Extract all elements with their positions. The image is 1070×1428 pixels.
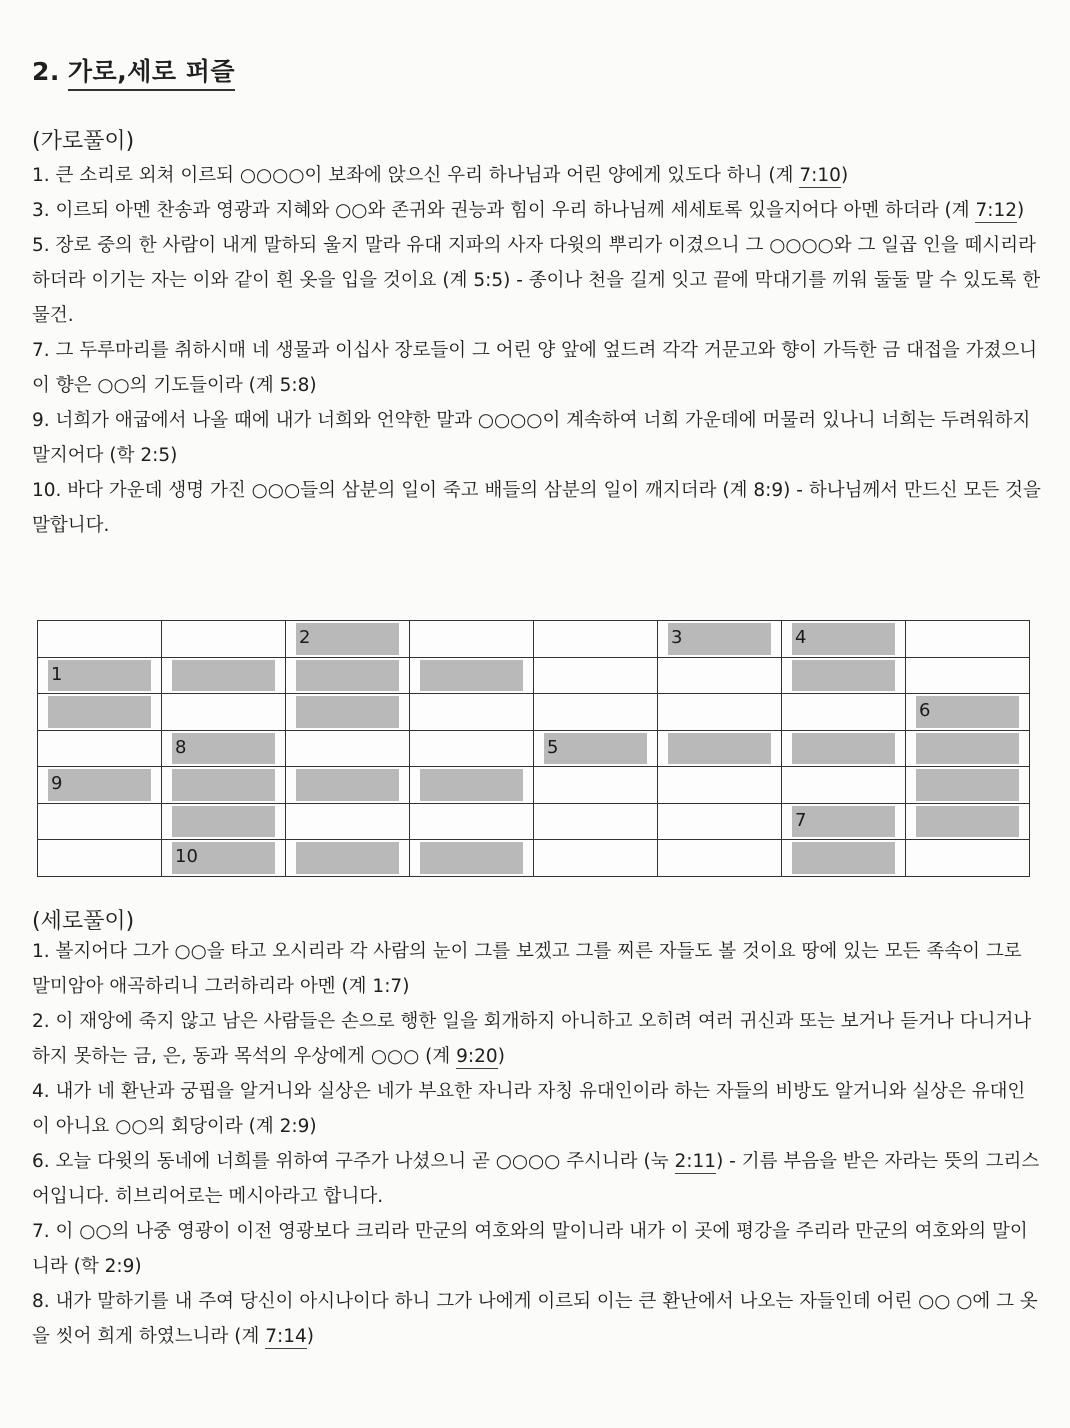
cell-shading: [48, 769, 151, 801]
blank-cell: [906, 621, 1030, 658]
clue-text: 1. 큰 소리로 외쳐 이르되 ○○○○이 보좌에 앉으신 우리 하나님과 어린 양에게 있도다 하니 (계: [32, 165, 800, 186]
clue-text: ) - 기름 부음을 받은 자라는 뜻의 그리스어입니다. 히브리어로는 메시아라고 합니다.: [32, 1151, 1040, 1207]
answer-cell[interactable]: [286, 657, 410, 694]
across-clue: [32, 473, 1042, 543]
cell-shading: [916, 733, 1019, 765]
blank-cell: [162, 694, 286, 731]
answer-cell[interactable]: [906, 767, 1030, 804]
across-clue: [32, 403, 1042, 473]
down-heading: (세로풀이): [32, 909, 135, 934]
down-clue: [32, 1144, 1042, 1214]
grid-row: [38, 657, 1030, 694]
answer-cell[interactable]: [906, 730, 1030, 767]
blank-cell: [410, 621, 534, 658]
cell-shading: [420, 660, 523, 692]
blank-cell: [534, 767, 658, 804]
page-title: [32, 52, 235, 88]
cell-shading: [48, 660, 151, 692]
blank-cell: [38, 840, 162, 877]
blank-cell: [534, 694, 658, 731]
cell-shading: [172, 806, 275, 838]
blank-cell: [658, 803, 782, 840]
across-heading: (가로풀이): [32, 129, 135, 154]
cell-shading: [172, 660, 275, 692]
answer-cell[interactable]: [782, 730, 906, 767]
across-clue: [32, 158, 1042, 193]
answer-cell[interactable]: [38, 694, 162, 731]
clue-text: 2. 이 재앙에 죽지 않고 남은 사람들은 손으로 행한 일을 회개하지 아니하고 오히려 여러 귀신과 또는 보거나 듣거나 다니거나 하지 못하는 금, 은, 동과 목석의 우상에게 ○○○ (계: [32, 1011, 1032, 1067]
cell-shading: [48, 696, 151, 728]
verse-reference: 7:12: [975, 200, 1017, 221]
title-text: 가로,세로 퍼즐: [68, 57, 235, 91]
clue-number: 2: [299, 627, 311, 648]
blank-cell: [534, 803, 658, 840]
down-clue: [32, 1074, 1042, 1144]
answer-cell[interactable]: [38, 767, 162, 804]
blank-cell: [410, 803, 534, 840]
blank-cell: [38, 621, 162, 658]
blank-cell: [658, 767, 782, 804]
blank-cell: [534, 840, 658, 877]
answer-cell[interactable]: [782, 840, 906, 877]
answer-cell[interactable]: [162, 657, 286, 694]
blank-cell: [162, 621, 286, 658]
clue-number: 9: [51, 773, 63, 794]
answer-cell[interactable]: [658, 730, 782, 767]
cell-shading: [544, 733, 647, 765]
down-clue: [32, 934, 1042, 1004]
cell-shading: [420, 842, 523, 874]
answer-cell[interactable]: [162, 840, 286, 877]
grid-row: [38, 621, 1030, 658]
cell-shading: [668, 623, 771, 655]
clue-number: 5: [547, 736, 559, 758]
cell-shading: [792, 660, 895, 692]
answer-cell[interactable]: [162, 730, 286, 767]
clue-text: 1. 볼지어다 그가 ○○을 타고 오시리라 각 사람의 눈이 그를 보겠고 그를 찌른 자들도 볼 것이요 땅에 있는 모든 족속이 그로 말미암아 애곡하리니 그러하리라 아멘 (계 1:7): [32, 941, 1022, 997]
verse-reference: 9:20: [456, 1046, 498, 1067]
blank-cell: [534, 621, 658, 658]
clue-text: 3. 이르되 아멘 찬송과 영광과 지혜와 ○○와 존귀와 권능과 힘이 우리 하나님께 세세토록 있을지어다 아멘 하더라 (계: [32, 200, 976, 221]
grid-row: [38, 803, 1030, 840]
clue-text: 7. 그 두루마리를 취하시매 네 생물과 이십사 장로들이 그 어린 양 앞에 엎드려 각각 거문고와 향이 가득한 금 대접을 가졌으니 이 향은 ○○의 기도들이라 (계 5:8): [32, 340, 1038, 396]
clue-text: ): [497, 1046, 505, 1067]
blank-cell: [286, 730, 410, 767]
answer-cell[interactable]: [410, 767, 534, 804]
cell-shading: [420, 769, 523, 801]
answer-cell[interactable]: [534, 730, 658, 767]
clue-number: 10: [175, 846, 198, 867]
answer-cell[interactable]: [782, 657, 906, 694]
cell-shading: [172, 733, 275, 765]
cell-shading: [792, 623, 895, 655]
answer-cell[interactable]: [162, 767, 286, 804]
down-clue: [32, 1004, 1042, 1074]
answer-cell[interactable]: [286, 767, 410, 804]
answer-cell[interactable]: [782, 621, 906, 658]
answer-cell[interactable]: [286, 840, 410, 877]
blank-cell: [410, 694, 534, 731]
clue-number: 1: [51, 663, 63, 685]
answer-cell[interactable]: [286, 621, 410, 658]
answer-cell[interactable]: [286, 694, 410, 731]
down-clue: [32, 1284, 1042, 1354]
blank-cell: [534, 657, 658, 694]
title-number: 2.: [32, 57, 60, 86]
cell-shading: [296, 660, 399, 692]
cell-shading: [296, 623, 399, 655]
clue-number: 3: [671, 627, 683, 648]
clue-text: 7. 이 ○○의 나중 영광이 이전 영광보다 크리라 만군의 여호와의 말이니라 내가 이 곳에 평강을 주리라 만군의 여호와의 말이니라 (학 2:9): [32, 1221, 1028, 1277]
answer-cell[interactable]: [658, 621, 782, 658]
clue-text: 5. 장로 중의 한 사람이 내게 말하되 울지 말라 유대 지파의 사자 다윗의 뿌리가 이겼으니 그 ○○○○와 그 일곱 인을 떼시리라 하더라 이기는 자는 이와 같이 흰 옷을 입을 것이요 (계 5:5) - 종이나 천을 길게 잇고 끝에 막대기를 끼워 둘둘 말 수 있도록 한 물건.: [32, 235, 1041, 326]
answer-cell[interactable]: [906, 803, 1030, 840]
clue-text: 9. 너희가 애굽에서 나올 때에 내가 너희와 언약한 말과 ○○○○이 계속하여 너희 가운데에 머물러 있나니 너희는 두려워하지 말지어다 (학 2:5): [32, 410, 1031, 466]
cell-shading: [792, 733, 895, 765]
clue-text: 4. 내가 네 환난과 궁핍을 알거니와 실상은 네가 부요한 자니라 자칭 유대인이라 하는 자들의 비방도 알거니와 실상은 유대인이 아니요 ○○의 회당이라 (계 2:9): [32, 1081, 1026, 1137]
across-clue-list: [32, 158, 1042, 543]
cell-shading: [792, 842, 895, 874]
across-clue: [32, 193, 1042, 228]
clue-text: 6. 오늘 다윗의 동네에 너희를 위하여 구주가 나셨으니 곧 ○○○○ 주시니라 (눅: [32, 1151, 675, 1172]
verse-reference: 7:14: [265, 1326, 307, 1347]
grid-row: [38, 730, 1030, 767]
answer-cell[interactable]: [38, 657, 162, 694]
grid-row: [38, 840, 1030, 877]
clue-text: ): [1017, 200, 1025, 221]
verse-reference: 2:11: [674, 1151, 717, 1172]
cell-shading: [172, 769, 275, 801]
clue-text: ): [840, 165, 849, 186]
cell-shading: [668, 733, 771, 765]
clue-text: 8. 내가 말하기를 내 주여 당신이 아시나이다 하니 그가 나에게 이르되 이는 큰 환난에서 나오는 자들인데 어린 ○○ ○에 그 옷을 씻어 희게 하였느니라 (계: [32, 1291, 1038, 1347]
clue-number: 8: [175, 736, 187, 758]
answer-cell[interactable]: [410, 657, 534, 694]
blank-cell: [286, 803, 410, 840]
verse-reference: 7:10: [799, 165, 841, 186]
clue-number: 6: [919, 700, 931, 721]
blank-cell: [38, 730, 162, 767]
blank-cell: [782, 694, 906, 731]
blank-cell: [658, 840, 782, 877]
blank-cell: [906, 840, 1030, 877]
blank-cell: [658, 694, 782, 731]
answer-cell[interactable]: [782, 803, 906, 840]
down-clue: [32, 1214, 1042, 1284]
blank-cell: [38, 803, 162, 840]
answer-cell[interactable]: [410, 840, 534, 877]
answer-cell[interactable]: [906, 694, 1030, 731]
blank-cell: [782, 767, 906, 804]
across-clue: [32, 333, 1042, 403]
cell-shading: [916, 696, 1019, 728]
cell-shading: [296, 769, 399, 801]
blank-cell: [410, 730, 534, 767]
clue-text: 10. 바다 가운데 생명 가진 ○○○들의 삼분의 일이 죽고 배들의 삼분의 일이 깨지더라 (계 8:9) - 하나님께서 만드신 모든 것을 말합니다.: [32, 480, 1041, 536]
cell-shading: [916, 806, 1019, 838]
cell-shading: [916, 769, 1019, 801]
grid-row: [38, 767, 1030, 804]
cell-shading: [296, 842, 399, 874]
crossword-grid: [37, 620, 1030, 877]
clue-text: ): [306, 1326, 314, 1347]
grid-row: [38, 694, 1030, 731]
cell-shading: [296, 696, 399, 728]
across-clue: [32, 228, 1042, 333]
cell-shading: [792, 806, 895, 838]
answer-cell[interactable]: [162, 803, 286, 840]
clue-number: 4: [795, 627, 807, 648]
down-clue-list: [32, 934, 1042, 1354]
blank-cell: [658, 657, 782, 694]
clue-number: 7: [795, 809, 807, 831]
blank-cell: [906, 657, 1030, 694]
